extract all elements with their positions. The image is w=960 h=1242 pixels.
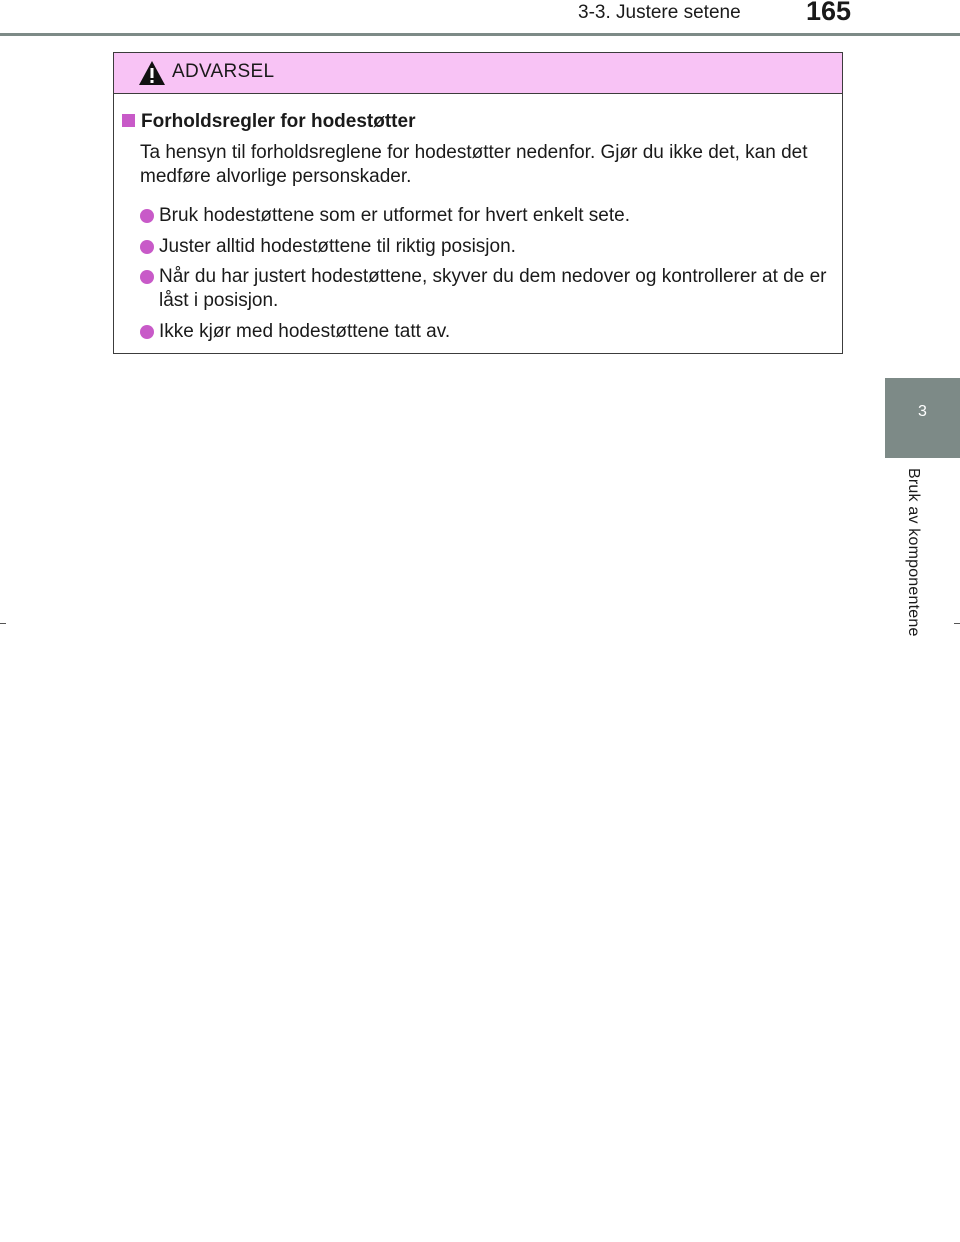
list-item-text: Når du har justert hodestøttene, skyver du dem nedover og kontrollerer at de er låst i posisjon. [159, 266, 827, 311]
bullet-dot-icon [140, 209, 154, 223]
bullet-dot-icon [140, 270, 154, 284]
bullet-dot-icon [140, 325, 154, 339]
warning-box [113, 52, 843, 354]
crop-mark-left [0, 623, 6, 624]
warning-title: ADVARSEL [172, 61, 275, 82]
warning-header [114, 53, 842, 94]
square-bullet-icon [122, 114, 135, 127]
header-divider [0, 33, 960, 36]
list-item-text: Juster alltid hodestøttene til riktig posisjon. [159, 236, 516, 257]
section-title: 3-3. Justere setene [578, 2, 741, 23]
bullet-dot-icon [140, 240, 154, 254]
list-item [140, 235, 840, 259]
list-item-text: Bruk hodestøttene som er utformet for hvert enkelt sete. [159, 205, 630, 226]
list-item-text: Ikke kjør med hodestøttene tatt av. [159, 321, 451, 342]
chapter-label: Bruk av komponentene [905, 468, 922, 637]
page-number: 165 [806, 0, 852, 26]
section-heading-text: Forholdsregler for hodestøtter [141, 111, 416, 132]
chapter-tab [885, 378, 960, 458]
crop-mark-right [954, 623, 960, 624]
list-item [140, 320, 840, 344]
list-item [140, 204, 840, 228]
section-heading [122, 111, 415, 133]
warning-triangle-icon [138, 60, 166, 86]
list-item [140, 265, 840, 313]
intro-paragraph: Ta hensyn til forholdsreglene for hodestøtter nedenfor. Gjør du ikke det, kan det medføre alvorlige personskader. [140, 142, 808, 187]
chapter-number: 3 [918, 403, 927, 420]
